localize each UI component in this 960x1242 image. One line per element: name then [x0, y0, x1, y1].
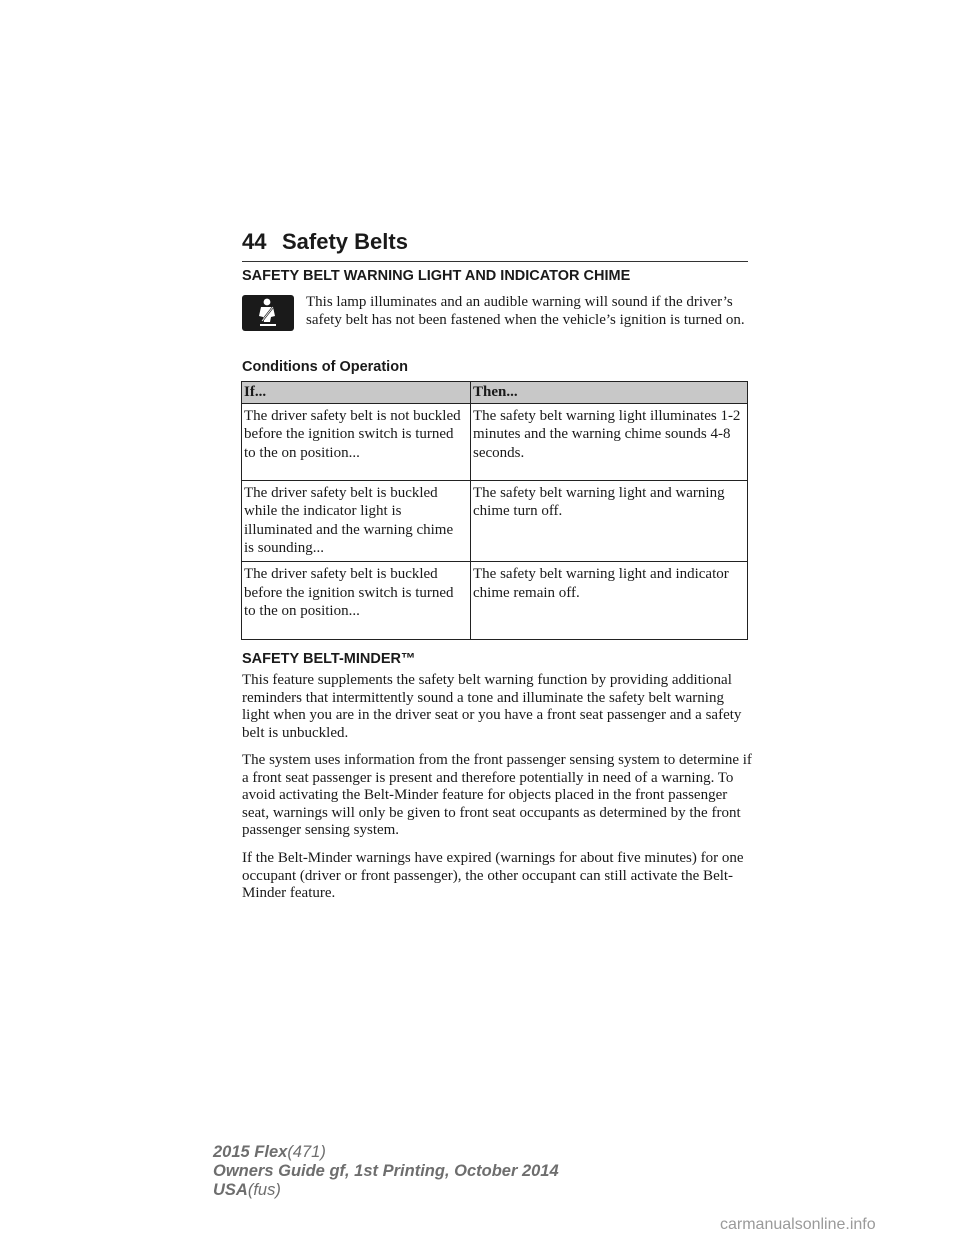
warning-light-heading: SAFETY BELT WARNING LIGHT AND INDICATOR CHIME	[242, 268, 631, 284]
watermark: carmanualsonline.info	[720, 1216, 876, 1233]
footer-line-3	[213, 1181, 559, 1200]
footer-line-1	[213, 1143, 559, 1162]
warning-light-description: This lamp illuminates and an audible warning will sound if the driver’s safety belt has not been fastened when the vehicle’s ignition is turned on.	[306, 294, 745, 328]
conditions-heading: Conditions of Operation	[242, 359, 408, 375]
page-number: 44	[242, 229, 267, 254]
footer-market: USA	[213, 1181, 248, 1199]
belt-minder-paragraph-2: The system uses information from the front passenger sensing system to determine if a front seat passenger is present and therefore potentially in need of a warning. To avoid activating the Belt-Minder feature for objects placed in the front passenger seat, warnings will only be given to front seat occupants as determined by the front passenger sensing system.	[242, 752, 752, 838]
seatbelt-warning-icon	[242, 295, 294, 331]
table-header-if: If...	[242, 382, 471, 404]
table-header-row	[242, 382, 748, 404]
footer-market-code: (fus)	[247, 1181, 281, 1199]
table-header-then: Then...	[471, 382, 748, 404]
conditions-table	[241, 381, 748, 640]
footer-model: 2015 Flex	[213, 1143, 288, 1161]
table-cell-then: The safety belt warning light illuminates 1-2 minutes and the warning chime sounds 4-8 seconds.	[471, 403, 748, 480]
table-cell-if: The driver safety belt is not buckled before the ignition switch is turned to the on position...	[242, 403, 471, 480]
footer-model-code: (471)	[287, 1143, 326, 1161]
footer-line-2	[213, 1162, 559, 1181]
table-row	[242, 403, 748, 480]
page-header	[242, 229, 748, 262]
table-row	[242, 561, 748, 639]
belt-minder-paragraph-3: If the Belt-Minder warnings have expired (warnings for about five minutes) for one occupant (driver or front passenger), the other occupant can still activate the Belt-Minder feature.	[242, 850, 744, 901]
table-cell-then: The safety belt warning light and warning chime turn off.	[471, 480, 748, 561]
table-cell-if: The driver safety belt is buckled before the ignition switch is turned to the on position...	[242, 561, 471, 639]
belt-minder-heading: SAFETY BELT-MINDER™	[242, 651, 416, 667]
belt-minder-paragraph-1: This feature supplements the safety belt warning function by providing additional reminders that intermittently sound a tone and illuminate the safety belt warning light when you are in the driver seat or you have a front seat passenger and a safety belt is unbuckled.	[242, 672, 742, 741]
table-cell-if: The driver safety belt is buckled while the indicator light is illuminated and the warning chime is sounding...	[242, 480, 471, 561]
print-footer	[213, 1143, 559, 1200]
table-cell-then: The safety belt warning light and indicator chime remain off.	[471, 561, 748, 639]
footer-printing: Owners Guide gf, 1st Printing, October 2014	[213, 1162, 559, 1180]
chapter-title: Safety Belts	[282, 229, 408, 254]
table-row	[242, 480, 748, 561]
